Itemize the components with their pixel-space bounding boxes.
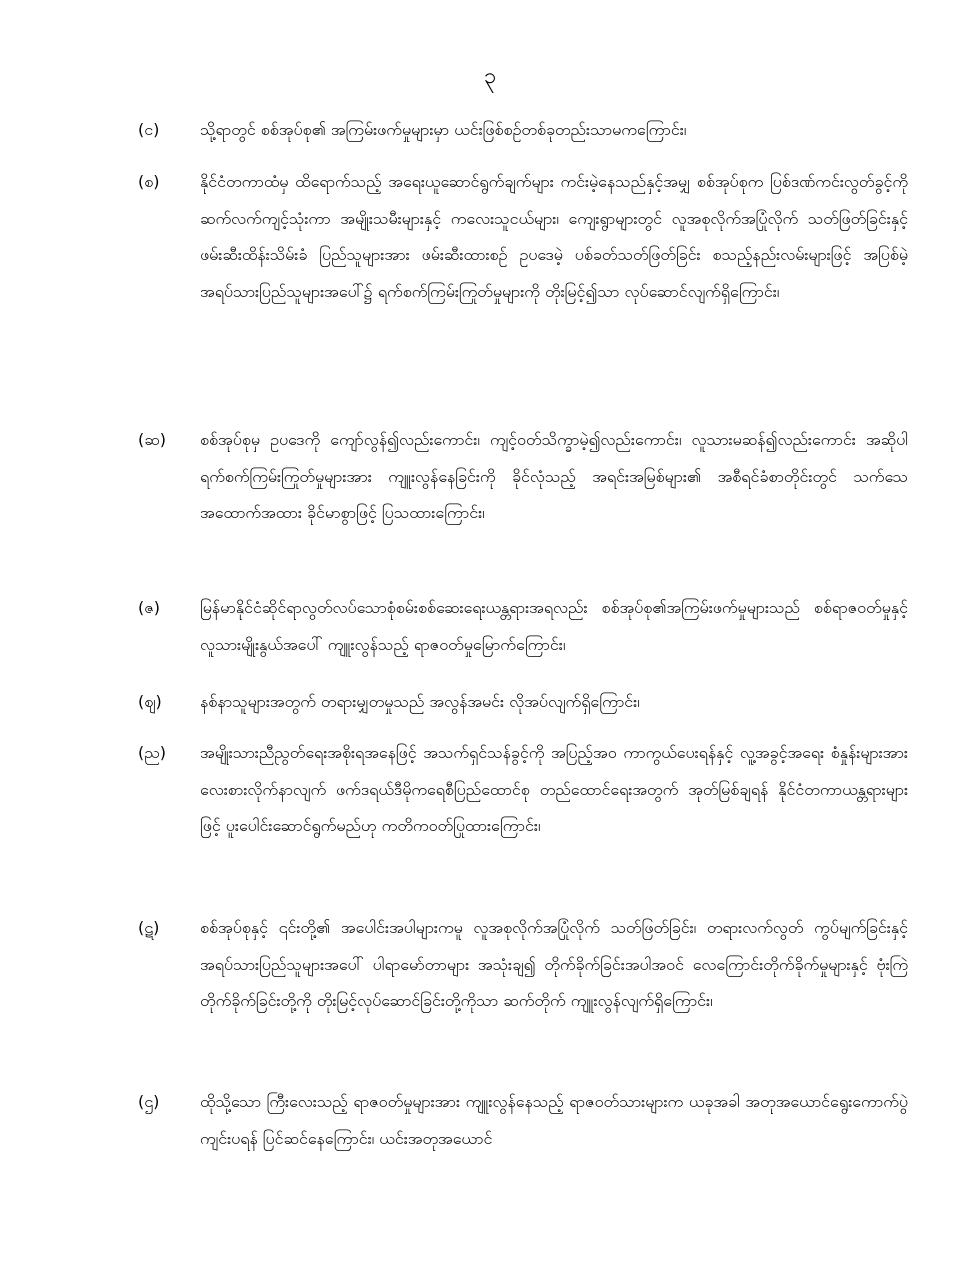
item-label: (ဆ) — [138, 430, 166, 449]
item-text: နစ်နာသူများအတွက် တရားမျှတမှုသည် အလွန်အမင်း လိုအပ်လျက်ရှိကြောင်း၊ — [200, 692, 640, 711]
item-text: စစ်အုပ်စုမှ ဥပဒေကို ကျော်လွန်၍လည်းကောင်း၊ ကျင့်ဝတ်သိက္ခာမဲ့၍လည်းကောင်း၊ လူသားမဆန်၍လည်းကောင်း အဆိုပါရက်စက်ကြမ်းကြုတ်မှုများအား ကျူးလွန်နေခြင်းကို ခိုင်လုံသည့် အရင်းအမြစ်များ၏ အစီရင်ခံစာတိုင်းတွင် သက်သေအထောက်အထား ခိုင်မာစွာဖြင့် ပြသထားကြောင်း၊ — [200, 430, 908, 522]
item-text: မြန်မာနိုင်ငံဆိုင်ရာလွတ်လပ်သောစုံစမ်းစစ်ဆေးရေးယန္တရားအရလည်း စစ်အုပ်စု၏အကြမ်းဖက်မှုများသည် စစ်ရာဇဝတ်မှုနှင့် လူသားမျိုးနွယ်အပေါ် ကျူးလွန်သည့် ရာဇဝတ်မှုမြောက်ကြောင်း၊ — [200, 598, 908, 654]
item-text: ထိုသို့သော ကြီးလေးသည့် ရာဇဝတ်မှုများအား ကျူးလွန်နေသည့် ရာဇဝတ်သားများက ယခုအခါ အတုအယောင်ရွေးကောက်ပွဲ ကျင်းပရန် ပြင်ဆင်နေကြောင်း၊ ယင်းအတုအယောင် — [200, 1092, 908, 1148]
item-label: (ဇ) — [138, 598, 160, 617]
item-label: (င) — [138, 120, 160, 139]
item-text: သို့ရာတွင် စစ်အုပ်စု၏ အကြမ်းဖက်မှုများမှာ ယင်းဖြစ်စဉ်တစ်ခုတည်းသာမကကြောင်း၊ — [200, 120, 687, 139]
item-label: (ဋ) — [138, 918, 160, 937]
item-label: (ည) — [138, 743, 166, 762]
page-number: ၃ — [483, 64, 497, 89]
item-text: အမျိုးသားညီညွတ်ရေးအစိုးရအနေဖြင့် အသက်ရှင်သန်ခွင့်ကို အပြည့်အဝ ကာကွယ်ပေးရန်နှင့် လူ့အခွင့်အရေး စံနှုန်းများအား လေးစားလိုက်နာလျက် ဖက်ဒရယ်ဒီမိုကရေစီပြည်ထောင်စု တည်ထောင်ရေးအတွက် အုတ်မြစ်ချရန် နိုင်ငံတကာယန္တရားများဖြင့် ပူးပေါင်းဆောင်ရွက်မည်ဟု ကတိကဝတ်ပြုထားကြောင်း၊ — [200, 743, 908, 835]
item-label: (စ) — [138, 172, 160, 191]
item-label: (ဌ) — [138, 1092, 160, 1111]
item-text: စစ်အုပ်စုနှင့် ၎င်းတို့၏ အပေါင်းအပါများကမူ လူအစုလိုက်အပြုံလိုက် သတ်ဖြတ်ခြင်း၊ တရားလက်လွတ် ကွပ်မျက်ခြင်းနှင့် အရပ်သားပြည်သူများအပေါ် ပါရာမော်တာများ အသုံးချ၍ တိုက်ခိုက်ခြင်းအပါအဝင် လေကြောင်းတိုက်ခိုက်မှုများနှင့် ဗုံးကြဲတိုက်ခိုက်ခြင်းတို့ကို တိုးမြင့်လုပ်ဆောင်ခြင်းတို့ကိုသာ ဆက်တိုက် ကျူးလွန်လျက်ရှိကြောင်း၊ — [200, 918, 908, 1010]
item-label: (ဈ) — [138, 692, 162, 711]
item-text: နိုင်ငံတကာထံမှ ထိရောက်သည့် အရေးယူဆောင်ရွက်ချက်များ ကင်းမဲ့နေသည်နှင့်အမျှ စစ်အုပ်စုက ပြစ်ဒဏ်ကင်းလွတ်ခွင့်ကို ဆက်လက်ကျင့်သုံးကာ အမျိုးသမီးများနှင့် ကလေးသူငယ်များ၊ ကျေးရွာများတွင် လူအစုလိုက်အပြုံလိုက် သတ်ဖြတ်ခြင်းနှင့် ဖမ်းဆီးထိန်းသိမ်းခံ ပြည်သူများအား ဖမ်းဆီးထားစဉ် ဥပဒေမဲ့ ပစ်ခတ်သတ်ဖြတ်ခြင်း စသည့်နည်းလမ်းများဖြင့် အပြစ်မဲ့အရပ်သားပြည်သူများအပေါ်၌ ရက်စက်ကြမ်းကြုတ်မှုများကို တိုးမြင့်၍သာ လုပ်ဆောင်လျက်ရှိကြောင်း၊ — [200, 172, 908, 301]
